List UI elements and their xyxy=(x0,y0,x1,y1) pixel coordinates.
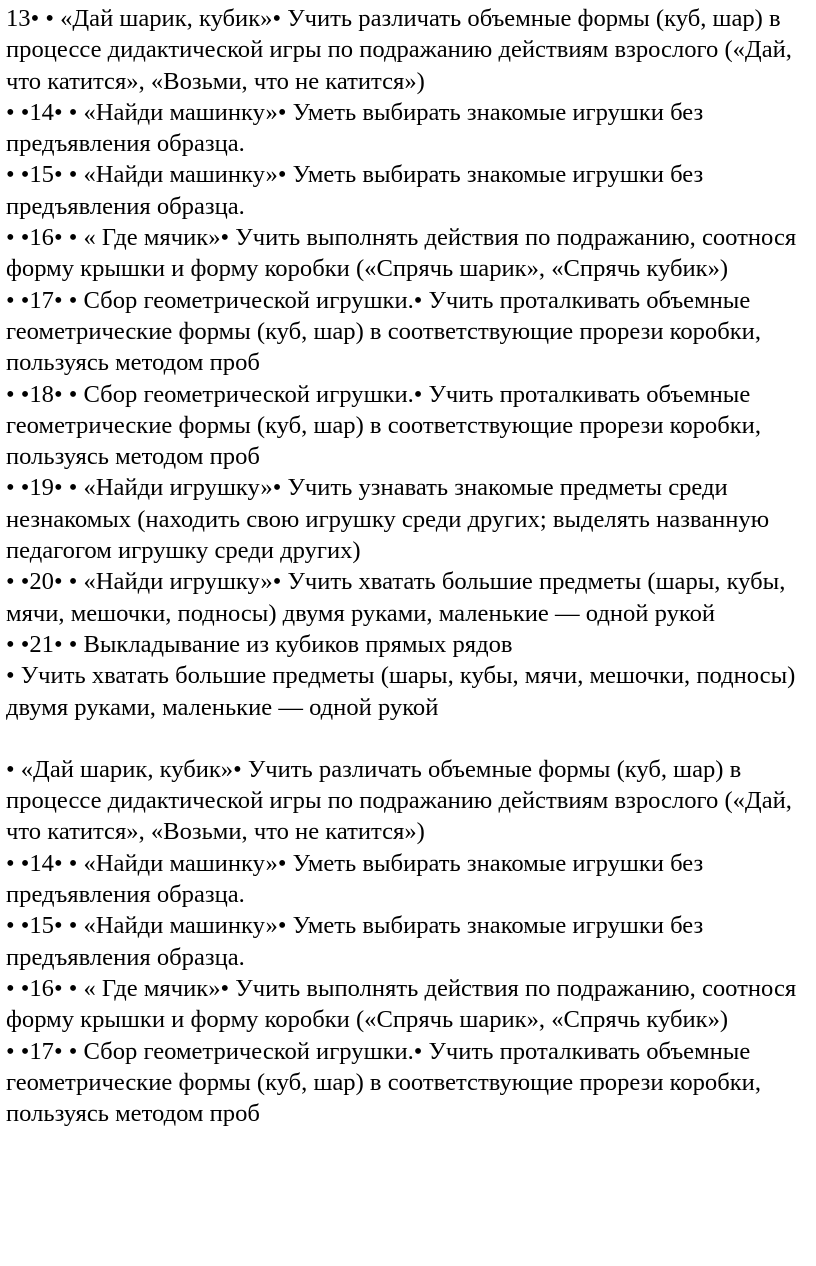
lesson-entry-13-repeat: • «Дай шарик, кубик»• Учить различать объемные формы (куб, шар) в процессе дидактической игры по подражанию действиям взрослого («Дай, что катится», «Возьми, что не катится») xyxy=(6,755,792,846)
lesson-entry-20: • •20• • «Найди игрушку»• Учить хватать большие предметы (шары, кубы, мячи, мешочки, подносы) двумя руками, маленькие — одной рукой xyxy=(6,568,786,627)
lesson-entry-14: • •14• • «Найди машинку»• Уметь выбирать знакомые игрушки без предъявления образца. xyxy=(6,98,704,158)
lesson-entry-17-repeat: • •17• • Сбор геометрической игрушки.• Учить проталкивать объемные геометрические формы (куб, шар) в соответствующие прорези коробки, пользуясь методом проб xyxy=(6,1037,761,1128)
lesson-entry-21-goal: • Учить хватать большие предметы (шары, кубы, мячи, мешочки, подносы) двумя руками, маленькие — одной рукой xyxy=(6,662,796,721)
lesson-entry-17: • •17• • Сбор геометрической игрушки.• Учить проталкивать объемные геометрические формы (куб, шар) в соответствующие прорези коробки, пользуясь методом проб xyxy=(6,286,761,377)
lesson-entry-18: • •18• • Сбор геометрической игрушки.• Учить проталкивать объемные геометрические формы (куб, шар) в соответствующие прорези коробки, пользуясь методом проб xyxy=(6,380,761,471)
lesson-entry-16: • •16• • « Где мячик»• Учить выполнять действия по подражанию, соотнося форму крышки и форму коробки («Спрячь шарик», «Спрячь кубик») xyxy=(6,224,797,283)
lesson-entry-19: • •19• • «Найди игрушку»• Учить узнавать знакомые предметы среди незнакомых (находить свою игрушку среди других; выделять названную педагогом игрушку среди других) xyxy=(6,474,770,565)
lesson-entry-16-repeat: • •16• • « Где мячик»• Учить выполнять действия по подражанию, соотнося форму крышки и форму коробки («Спрячь шарик», «Спрячь кубик») xyxy=(6,974,797,1034)
lesson-list-section-2 xyxy=(6,754,816,1130)
lesson-list-section-1 xyxy=(6,3,816,723)
lesson-entry-21: • •21• • Выкладывание из кубиков прямых рядов xyxy=(6,630,513,658)
lesson-entry-14-repeat: • •14• • «Найди машинку»• Уметь выбирать знакомые игрушки без предъявления образца. xyxy=(6,849,704,909)
lesson-entry-15: • •15• • «Найди машинку»• Уметь выбирать знакомые игрушки без предъявления образца. xyxy=(6,161,704,220)
lesson-entry-15-repeat: • •15• • «Найди машинку»• Уметь выбирать знакомые игрушки без предъявления образца. xyxy=(6,912,704,971)
lesson-entry-13: 13• • «Дай шарик, кубик»• Учить различать объемные формы (куб, шар) в процессе дидактической игры по подражанию действиям взрослого («Дай, что катится», «Возьми, что не катится») xyxy=(6,5,792,95)
